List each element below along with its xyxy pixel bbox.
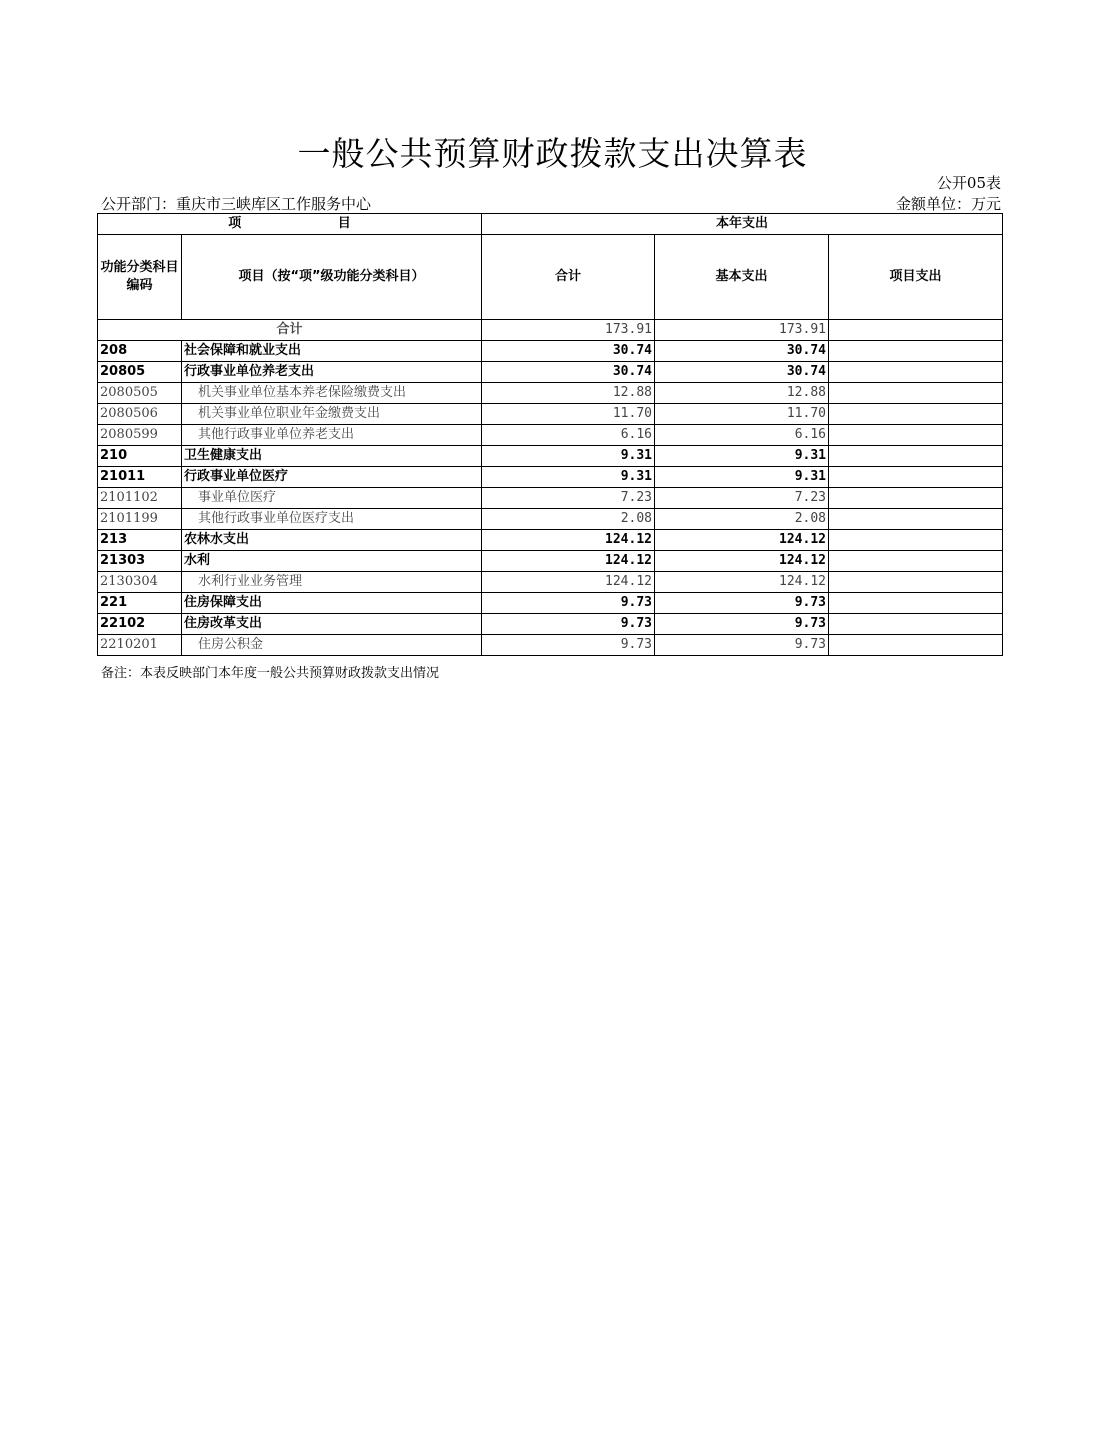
row-code: 2210201 <box>98 635 182 656</box>
row-project <box>829 467 1003 488</box>
row-total: 124.12 <box>482 530 655 551</box>
table-row <box>98 467 1003 488</box>
row-basic: 11.70 <box>655 404 829 425</box>
project-column-header: 项目支出 <box>829 235 1003 320</box>
row-total: 2.08 <box>482 509 655 530</box>
row-basic: 2.08 <box>655 509 829 530</box>
row-basic: 9.73 <box>655 593 829 614</box>
total-row <box>98 320 1003 341</box>
row-code: 221 <box>98 593 182 614</box>
row-name: 机关事业单位基本养老保险缴费支出 <box>182 383 482 404</box>
row-name: 农林水支出 <box>182 530 482 551</box>
row-name: 卫生健康支出 <box>182 446 482 467</box>
row-basic: 7.23 <box>655 488 829 509</box>
row-project <box>829 488 1003 509</box>
total-row-label: 合计 <box>98 320 482 341</box>
row-project <box>829 446 1003 467</box>
footnote: 备注：本表反映部门本年度一般公共预算财政拨款支出情况 <box>101 666 440 681</box>
item-header-a: 项 <box>228 216 242 231</box>
row-total: 30.74 <box>482 341 655 362</box>
row-name: 住房改革支出 <box>182 614 482 635</box>
item-header <box>98 214 482 235</box>
row-code: 208 <box>98 341 182 362</box>
row-code: 21303 <box>98 551 182 572</box>
row-name: 其他行政事业单位医疗支出 <box>182 509 482 530</box>
row-total: 9.73 <box>482 635 655 656</box>
table-row <box>98 362 1003 383</box>
row-name: 住房保障支出 <box>182 593 482 614</box>
table-row <box>98 635 1003 656</box>
row-project <box>829 572 1003 593</box>
row-basic: 124.12 <box>655 572 829 593</box>
row-code: 2080505 <box>98 383 182 404</box>
row-total: 9.31 <box>482 467 655 488</box>
table-row <box>98 446 1003 467</box>
row-name: 其他行政事业单位养老支出 <box>182 425 482 446</box>
row-name: 水利行业业务管理 <box>182 572 482 593</box>
department-label: 公开部门：重庆市三峡库区工作服务中心 <box>101 195 372 213</box>
row-project <box>829 530 1003 551</box>
row-project <box>829 551 1003 572</box>
table-row <box>98 383 1003 404</box>
row-basic: 30.74 <box>655 341 829 362</box>
unit-label: 金额单位：万元 <box>895 195 1001 213</box>
row-project <box>829 404 1003 425</box>
row-project <box>829 509 1003 530</box>
row-total: 124.12 <box>482 551 655 572</box>
total-row-total: 173.91 <box>482 320 655 341</box>
header-row-2 <box>98 235 1003 320</box>
row-total: 12.88 <box>482 383 655 404</box>
row-basic: 124.12 <box>655 530 829 551</box>
row-basic: 9.31 <box>655 446 829 467</box>
row-name: 事业单位医疗 <box>182 488 482 509</box>
row-code: 213 <box>98 530 182 551</box>
expenditure-table <box>97 213 1003 656</box>
row-basic: 12.88 <box>655 383 829 404</box>
row-total: 124.12 <box>482 572 655 593</box>
row-code: 21011 <box>98 467 182 488</box>
table-row <box>98 425 1003 446</box>
row-code: 2101102 <box>98 488 182 509</box>
table-row <box>98 572 1003 593</box>
total-column-header: 合计 <box>482 235 655 320</box>
row-code: 22102 <box>98 614 182 635</box>
row-total: 11.70 <box>482 404 655 425</box>
basic-column-header: 基本支出 <box>655 235 829 320</box>
current-year-header: 本年支出 <box>482 214 1003 235</box>
row-total: 6.16 <box>482 425 655 446</box>
table-row <box>98 404 1003 425</box>
item-header-b: 目 <box>337 216 351 231</box>
row-code: 210 <box>98 446 182 467</box>
row-code: 20805 <box>98 362 182 383</box>
row-name: 社会保障和就业支出 <box>182 341 482 362</box>
row-code: 2080599 <box>98 425 182 446</box>
row-code: 2101199 <box>98 509 182 530</box>
row-project <box>829 593 1003 614</box>
row-name: 行政事业单位养老支出 <box>182 362 482 383</box>
table-row <box>98 614 1003 635</box>
form-number: 公开05表 <box>936 174 1001 192</box>
row-total: 9.73 <box>482 614 655 635</box>
row-project <box>829 635 1003 656</box>
table-row <box>98 530 1003 551</box>
row-basic: 6.16 <box>655 425 829 446</box>
row-code: 2130304 <box>98 572 182 593</box>
row-basic: 30.74 <box>655 362 829 383</box>
table-row <box>98 593 1003 614</box>
row-name: 水利 <box>182 551 482 572</box>
header-row-1 <box>98 214 1003 235</box>
total-row-basic: 173.91 <box>655 320 829 341</box>
row-code: 2080506 <box>98 404 182 425</box>
row-basic: 9.73 <box>655 635 829 656</box>
row-basic: 124.12 <box>655 551 829 572</box>
table-row <box>98 341 1003 362</box>
row-basic: 9.31 <box>655 467 829 488</box>
row-name: 行政事业单位医疗 <box>182 467 482 488</box>
table-row <box>98 488 1003 509</box>
row-total: 7.23 <box>482 488 655 509</box>
row-name: 住房公积金 <box>182 635 482 656</box>
page-title: 一般公共预算财政拨款支出决算表 <box>297 134 808 173</box>
row-total: 9.31 <box>482 446 655 467</box>
row-total: 30.74 <box>482 362 655 383</box>
row-project <box>829 614 1003 635</box>
row-project <box>829 341 1003 362</box>
row-basic: 9.73 <box>655 614 829 635</box>
total-row-project <box>829 320 1003 341</box>
row-project <box>829 425 1003 446</box>
name-column-header: 项目（按“项”级功能分类科目） <box>182 235 482 320</box>
code-column-header: 功能分类科目编码 <box>98 235 182 320</box>
table-row <box>98 551 1003 572</box>
table-row <box>98 509 1003 530</box>
row-name: 机关事业单位职业年金缴费支出 <box>182 404 482 425</box>
row-project <box>829 362 1003 383</box>
row-total: 9.73 <box>482 593 655 614</box>
row-project <box>829 383 1003 404</box>
